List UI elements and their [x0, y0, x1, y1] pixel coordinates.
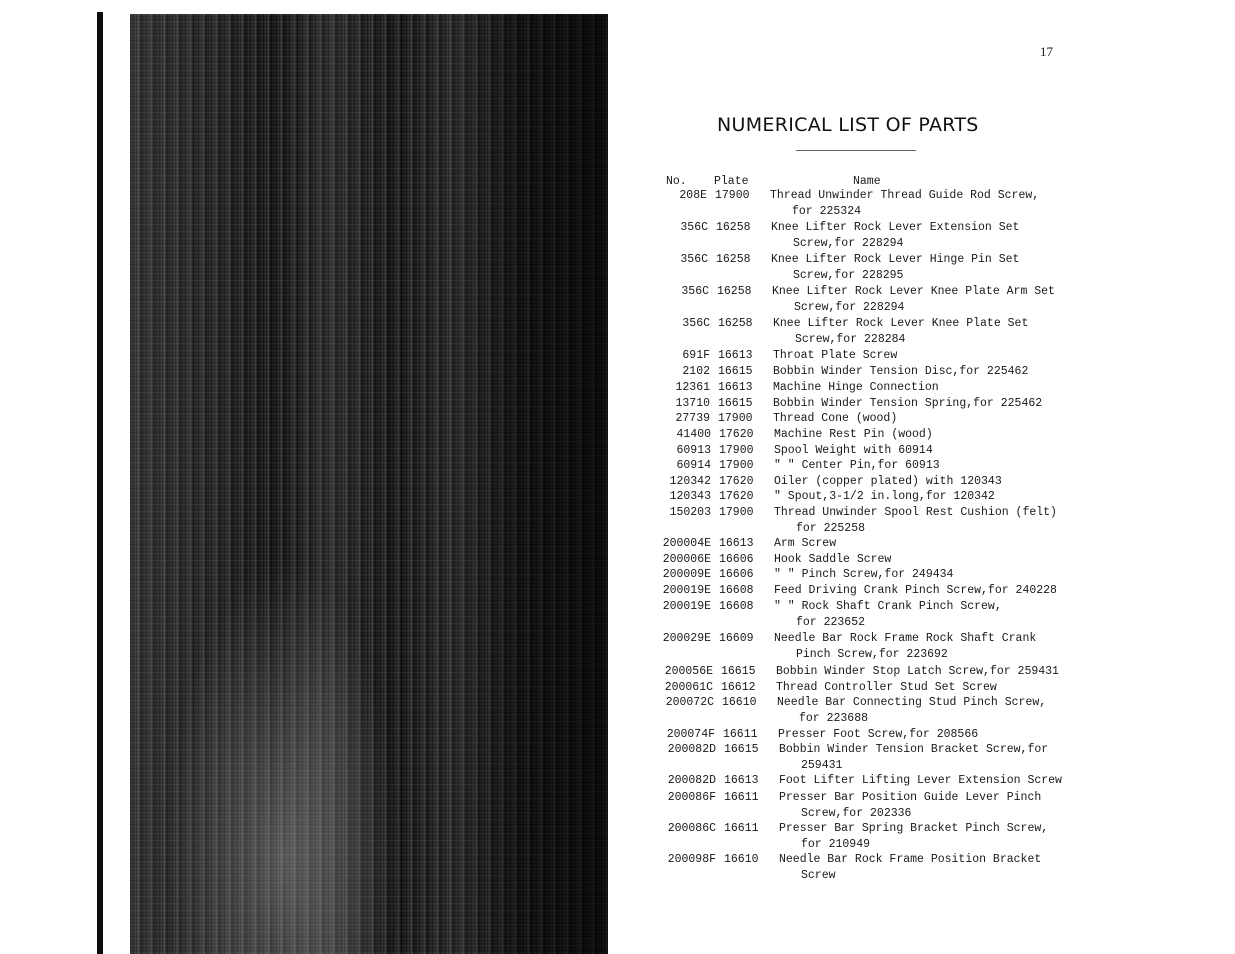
part-name	[774, 474, 1002, 490]
plate-number: 16610	[724, 853, 759, 866]
plate-number: 16608	[719, 584, 754, 597]
plate-number: 17900	[718, 412, 753, 425]
part-name-line1: Spool Weight with 60914	[774, 444, 933, 457]
part-number: 2102	[682, 365, 710, 378]
part-name	[774, 552, 891, 568]
plate-number: 16613	[718, 381, 753, 394]
plate-number: 16615	[718, 365, 753, 378]
part-number: 120342	[669, 475, 711, 488]
part-number: 200082D	[667, 743, 716, 756]
part-name-line1: Thread Cone (wood)	[773, 412, 898, 425]
part-number: 150203	[669, 506, 711, 519]
column-header-name: Name	[853, 175, 881, 188]
part-number: 200009E	[662, 568, 711, 581]
part-name-line2: for 223688	[799, 711, 869, 725]
part-number: 60913	[676, 444, 711, 457]
part-name	[776, 680, 997, 696]
part-name-line2: for 225324	[792, 204, 862, 218]
part-name	[779, 821, 1048, 852]
part-number: 200019E	[662, 600, 711, 613]
part-name	[774, 458, 940, 474]
part-name	[773, 364, 1028, 380]
part-name	[773, 316, 1028, 347]
part-name	[773, 396, 1042, 412]
part-name	[774, 427, 933, 443]
part-name-line1: Needle Bar Rock Frame Rock Shaft Crank	[774, 632, 1037, 645]
title-underline	[796, 150, 916, 151]
part-number: 200086C	[667, 822, 716, 835]
plate-number: 16611	[724, 822, 759, 835]
part-name	[771, 252, 1019, 283]
part-name	[774, 443, 933, 459]
part-name-line2: Screw,for 228294	[793, 236, 904, 250]
part-name-line2: Pinch Screw,for 223692	[796, 647, 948, 661]
part-name	[773, 348, 897, 364]
part-name-line1: Presser Bar Spring Bracket Pinch Screw,	[779, 822, 1049, 835]
part-name-line1: Knee Lifter Rock Lever Extension Set	[771, 221, 1020, 234]
part-name-line2: for 225258	[796, 521, 866, 535]
part-name-line2: Screw,for 202336	[801, 806, 912, 820]
plate-number: 16615	[724, 743, 759, 756]
facing-page-photo	[130, 14, 608, 954]
part-name-line1: Knee Lifter Rock Lever Hinge Pin Set	[771, 253, 1020, 266]
plate-number: 16613	[718, 349, 753, 362]
part-name-line1: Bobbin Winder Tension Bracket Screw,for	[779, 743, 1049, 756]
plate-number: 16606	[719, 568, 754, 581]
part-number: 208E	[679, 189, 707, 202]
plate-number: 16258	[716, 221, 751, 234]
plate-number: 16608	[719, 600, 754, 613]
part-number: 691F	[682, 349, 710, 362]
part-number: 41400	[676, 428, 711, 441]
plate-number: 16615	[721, 665, 756, 678]
part-name	[774, 489, 995, 505]
part-name-line2: for 223652	[796, 615, 866, 629]
part-name-line1: Bobbin Winder Tension Spring,for 225462	[773, 397, 1043, 410]
part-name-line1: Feed Driving Crank Pinch Screw,for 240228	[774, 584, 1057, 597]
part-number: 200006E	[662, 553, 711, 566]
part-name	[774, 567, 953, 583]
plate-number: 16613	[719, 537, 754, 550]
part-number: 356C	[682, 317, 710, 330]
part-number: 200029E	[662, 632, 711, 645]
part-number: 60914	[676, 459, 711, 472]
part-name-line1: Bobbin Winder Stop Latch Screw,for 259431	[776, 665, 1059, 678]
part-name	[779, 773, 1062, 789]
part-name-line1: Machine Hinge Connection	[773, 381, 939, 394]
plate-number: 16609	[719, 632, 754, 645]
plate-number: 16258	[717, 285, 752, 298]
plate-number: 16258	[718, 317, 753, 330]
part-name	[774, 583, 1057, 599]
plate-number: 16612	[721, 681, 756, 694]
part-name-line1: Throat Plate Screw	[773, 349, 898, 362]
part-number: 120343	[669, 490, 711, 503]
part-name-line2: Screw,for 228295	[793, 268, 904, 282]
part-number: 200019E	[662, 584, 711, 597]
binding-edge	[97, 12, 103, 954]
part-name-line1: Knee Lifter Rock Lever Knee Plate Set	[773, 317, 1029, 330]
part-name	[778, 727, 978, 743]
part-name-line1: Presser Bar Position Guide Lever Pinch	[779, 791, 1042, 804]
part-name	[773, 380, 939, 396]
part-name-line1: Hook Saddle Screw	[774, 553, 892, 566]
part-name-line1: Machine Rest Pin (wood)	[774, 428, 933, 441]
part-name	[773, 411, 897, 427]
part-name-line1: Thread Unwinder Thread Guide Rod Screw,	[770, 189, 1040, 202]
part-name-line2: Screw,for 228294	[794, 300, 905, 314]
page-title: NUMERICAL LIST OF PARTS	[717, 114, 979, 136]
plate-number: 17620	[719, 490, 754, 503]
plate-number: 17900	[719, 444, 754, 457]
part-number: 200061C	[664, 681, 713, 694]
plate-number: 17620	[719, 428, 754, 441]
plate-number: 17900	[719, 459, 754, 472]
part-name	[774, 599, 1002, 630]
part-name-line1: " " Pinch Screw,for 249434	[774, 568, 954, 581]
part-name-line1: Needle Bar Rock Frame Position Bracket	[779, 853, 1042, 866]
part-name-line2: Screw	[801, 868, 836, 882]
part-number: 200098F	[667, 853, 716, 866]
page-number: 17	[1040, 44, 1053, 59]
plate-number: 16611	[724, 791, 759, 804]
part-name	[777, 695, 1046, 726]
part-name-line2: 259431	[801, 758, 843, 772]
plate-number: 16606	[719, 553, 754, 566]
column-header-no: No.	[666, 175, 687, 188]
plate-number: 17900	[715, 189, 750, 202]
part-number: 200082D	[667, 774, 716, 787]
part-name	[776, 664, 1059, 680]
part-number: 200086F	[667, 791, 716, 804]
part-number: 12361	[675, 381, 710, 394]
part-name	[779, 790, 1041, 821]
plate-number: 16615	[718, 397, 753, 410]
plate-number: 17900	[719, 506, 754, 519]
part-name-line1: Oiler (copper plated) with 120343	[774, 475, 1002, 488]
part-name-line2: Screw,for 228284	[795, 332, 906, 346]
plate-number: 16258	[716, 253, 751, 266]
part-name	[774, 505, 1057, 536]
part-name	[771, 220, 1019, 251]
part-name-line1: " " Center Pin,for 60913	[774, 459, 940, 472]
part-name	[770, 188, 1039, 219]
plate-number: 16610	[722, 696, 757, 709]
part-number: 200072C	[665, 696, 714, 709]
part-number: 356C	[680, 221, 708, 234]
plate-number: 16613	[724, 774, 759, 787]
part-name-line1: " " Rock Shaft Crank Pinch Screw,	[774, 600, 1002, 613]
part-name-line1: Knee Lifter Rock Lever Knee Plate Arm Set	[772, 285, 1055, 298]
part-number: 200074F	[666, 728, 715, 741]
part-name	[779, 852, 1041, 883]
part-name	[774, 536, 836, 552]
part-name-line1: Bobbin Winder Tension Disc,for 225462	[773, 365, 1029, 378]
part-number: 13710	[675, 397, 710, 410]
part-name-line1: Thread Unwinder Spool Rest Cushion (felt)	[774, 506, 1057, 519]
plate-number: 17620	[719, 475, 754, 488]
part-number: 200056E	[664, 665, 713, 678]
part-name-line1: " Spout,3-1/2 in.long,for 120342	[774, 490, 995, 503]
part-name-line1: Thread Controller Stud Set Screw	[776, 681, 997, 694]
part-name	[779, 742, 1048, 773]
part-number: 27739	[675, 412, 710, 425]
part-name-line1: Presser Foot Screw,for 208566	[778, 728, 979, 741]
plate-number: 16611	[723, 728, 758, 741]
part-number: 356C	[681, 285, 709, 298]
part-name-line2: for 210949	[801, 837, 871, 851]
part-name-line1: Arm Screw	[774, 537, 837, 550]
part-name	[772, 284, 1055, 315]
part-name	[774, 631, 1036, 662]
column-header-plate: Plate	[714, 175, 749, 188]
part-number: 200004E	[662, 537, 711, 550]
part-name-line1: Needle Bar Connecting Stud Pinch Screw,	[777, 696, 1047, 709]
part-number: 356C	[680, 253, 708, 266]
part-name-line1: Foot Lifter Lifting Lever Extension Screw	[779, 774, 1062, 787]
